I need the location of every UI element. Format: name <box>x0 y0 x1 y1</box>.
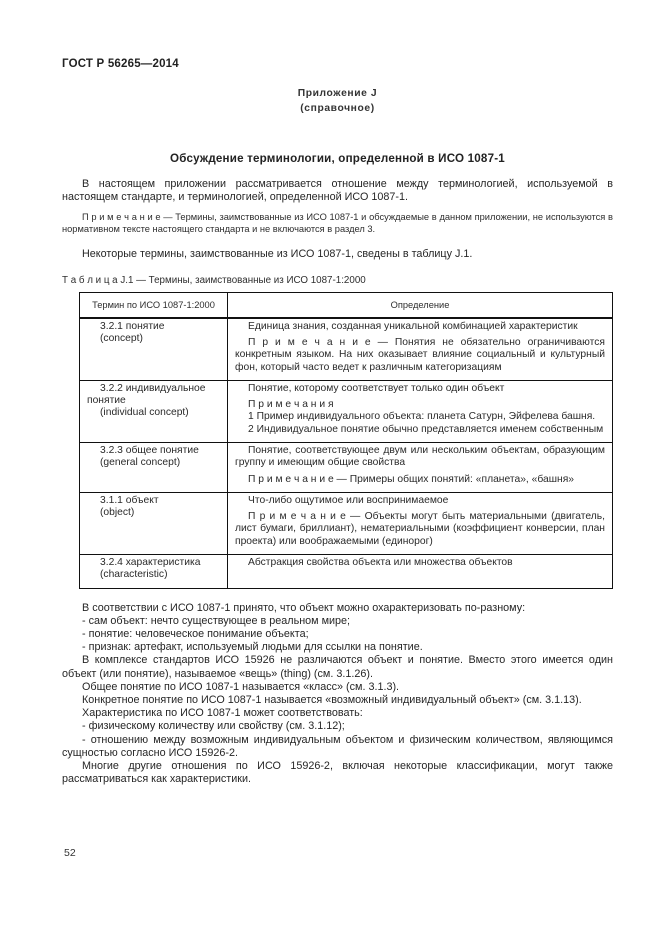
annex-type: (справочное) <box>300 103 375 114</box>
term-number-name: 3.2.1 понятие <box>100 320 165 332</box>
page-title: Обсуждение терминологии, определенной в ИСО 1087-1 <box>170 152 505 165</box>
discussion-paragraph: Общее понятие по ИСО 1087-1 называется «класс» (см. 3.1.3). <box>82 680 400 693</box>
term-cell <box>80 492 228 554</box>
table-row <box>80 380 613 442</box>
table-caption-text: Термины, заимствованные из ИСО 1087-1:2000 <box>148 274 366 286</box>
table-row <box>80 318 613 381</box>
note-label: П р и м е ч а н и е — <box>82 212 173 223</box>
definition-text: Что-либо ощутимое или воспринимаемое <box>248 494 449 506</box>
discussion-list-item: - сам объект: нечто существующее в реальном мире; <box>82 614 351 627</box>
term-number-name: 3.2.3 общее понятие <box>100 444 199 456</box>
term-number-name: 3.2.4 характеристика <box>100 557 201 569</box>
term-english: (characteristic) <box>100 569 168 581</box>
definition-text: Единица знания, созданная уникальной комбинацией характеристик <box>248 320 578 332</box>
definition-cell <box>228 555 613 589</box>
note-text: Понятия не обязательно ограничиваются конкретным языком. На них оказывает влияние социальный и культурный фон, который часто ведет к различным категоризациям <box>235 336 605 373</box>
term-number-name: 3.2.2 индивидуальное понятие <box>87 382 206 407</box>
table-caption <box>62 275 613 286</box>
term-english: (object) <box>100 507 135 519</box>
definition-note <box>235 511 605 548</box>
table-row <box>80 555 613 589</box>
term-cell <box>80 318 228 381</box>
definition-text: Понятие, которому соответствует только один объект <box>248 382 505 394</box>
discussion-list-item: - понятие: человеческое понимание объекта; <box>82 628 309 641</box>
page-number: 52 <box>64 847 76 859</box>
term-cell <box>80 555 228 589</box>
term-english: (individual concept) <box>100 407 189 419</box>
annex-label: Приложение J <box>297 88 378 99</box>
note-label: П р и м е ч а н и е — <box>248 473 347 485</box>
note-text: Примеры общих понятий: «планета», «башня» <box>349 473 575 485</box>
definition-cell <box>228 442 613 492</box>
discussion-list-item: - физическому количеству или свойству (см. 3.1.12); <box>82 720 345 733</box>
intro-note <box>62 211 613 235</box>
term-cell <box>80 380 228 442</box>
note-label: П р и м е ч а н и е — <box>248 336 388 348</box>
term-english: (concept) <box>100 332 143 344</box>
definition-cell <box>228 492 613 554</box>
note-label: П р и м е ч а н и е — <box>248 511 361 523</box>
definition-cell <box>228 380 613 442</box>
term-number-name: 3.1.1 объект <box>100 494 159 506</box>
discussion-paragraph: Характеристика по ИСО 1087-1 может соответствовать: <box>82 707 363 720</box>
standard-code: ГОСТ Р 56265—2014 <box>62 58 179 70</box>
discussion-list-item: - признак: артефакт, используемый людьми для ссылки на понятие. <box>82 641 423 654</box>
annex-heading <box>62 86 613 116</box>
term-cell <box>80 442 228 492</box>
discussion-paragraph: В комплексе стандартов ИСО 15926 не различаются объект и понятие. Вместо этого имеется один объект (или понятие), называемое «вещь» (thing) (см. 3.1.26). <box>62 654 613 680</box>
discussion-paragraph: Конкретное понятие по ИСО 1087-1 называется «возможный индивидуальный объект» (см. 3.1.13). <box>82 694 582 707</box>
definition-cell <box>228 318 613 381</box>
intro-paragraph-1: В настоящем приложении рассматривается отношение между терминологией, используемой в настоящем стандарте, и терминологией, определенной ИСО 1087-1. <box>62 178 613 204</box>
intro-paragraph-2: Некоторые термины, заимствованные из ИСО 1087-1, сведены в таблицу J.1. <box>82 248 473 261</box>
note-item: 1 Пример индивидуального объекта: планета Сатурн, Эйфелева башня. <box>248 411 596 423</box>
definition-note <box>235 474 605 486</box>
definition-note <box>235 337 605 374</box>
column-header-term: Термин по ИСО 1087-1:2000 <box>80 292 228 318</box>
term-english: (general concept) <box>100 457 181 469</box>
note-text: Термины, заимствованные из ИСО 1087-1 и обсуждаемые в данном приложении, не используются в нормативном тексте настоящего стандарта и не включаются в раздел 3. <box>62 212 613 235</box>
note-text: Объекты могут быть материальными (двигатель, лист бумаги, бриллиант), нематериальными (коэффициент конверсии, план проекта) или воображаемыми (единорог) <box>235 511 605 547</box>
definition-text: Понятие, соответствующее двум или нескольким объектам, образующим группу и имеющим общие свойства <box>235 444 605 469</box>
table-row <box>80 442 613 492</box>
discussion-list-item: - отношению между возможным индивидуальным объектом и физическим количеством, являющимся сущностью согласно ИСО 15926-2. <box>62 733 613 759</box>
notes-label: П р и м е ч а н и я <box>248 399 334 411</box>
discussion-section <box>62 602 613 787</box>
table-header-row <box>80 292 613 318</box>
discussion-paragraph: В соответствии с ИСО 1087-1 принято, что объект можно охарактеризовать по-разному: <box>82 601 526 614</box>
table-caption-label: Т а б л и ц а J.1 — <box>62 274 146 286</box>
note-item: 2 Индивидуальное понятие обычно представляется именем собственным <box>248 423 604 435</box>
definition-text: Абстракция свойства объекта или множества объектов <box>248 557 513 569</box>
column-header-definition: Определение <box>228 292 613 318</box>
table-row <box>80 492 613 554</box>
discussion-paragraph: Многие другие отношения по ИСО 15926-2, включая некоторые классификации, могут также рассматриваться как характеристики. <box>62 760 613 786</box>
terms-table <box>79 292 613 589</box>
